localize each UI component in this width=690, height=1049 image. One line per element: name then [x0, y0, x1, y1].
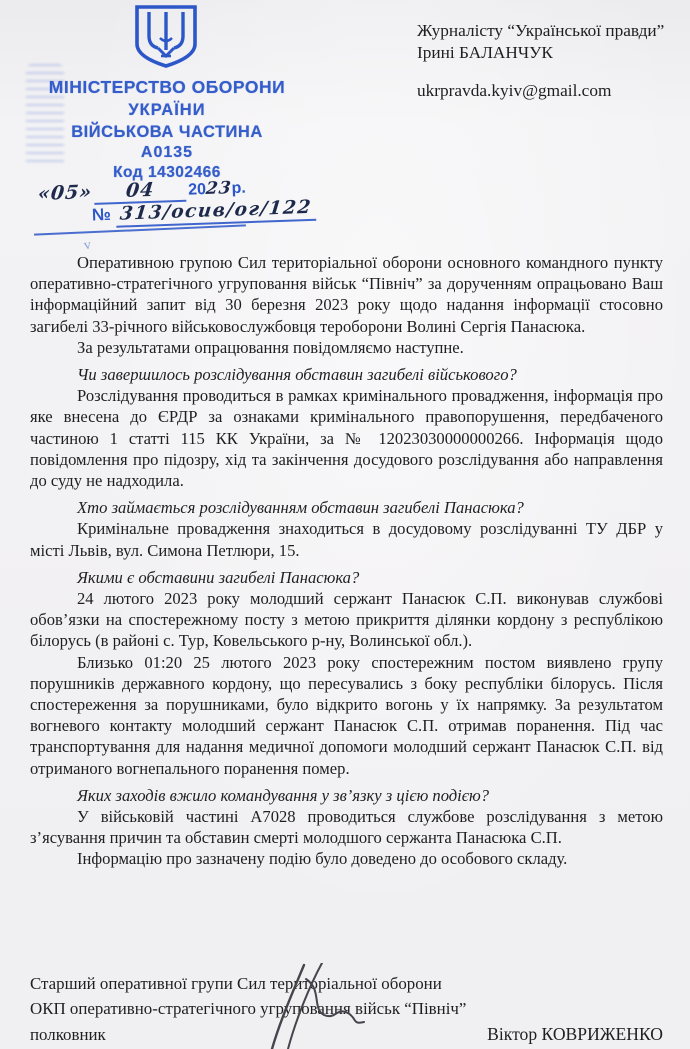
stamp-org-line1: МІНІСТЕРСТВО ОБОРОНИ	[48, 77, 286, 97]
recipient-block	[417, 20, 673, 102]
handwritten-year: 23	[204, 178, 233, 200]
body-paragraph: У військовій частині А7028 проводиться службове розслідування з метою з’ясування причин та обставин смерті молодшого сержанта Панасюка С.П.	[30, 807, 663, 848]
signatory-rank: полковник	[30, 1025, 106, 1044]
recipient-line2: Ірині БАЛАНЧУК	[417, 42, 553, 62]
number-sign: №	[91, 204, 112, 225]
ukraine-trident-icon	[130, 4, 202, 70]
document-body	[30, 252, 663, 870]
body-paragraph: Оперативною групою Сил територіальної оборони основного командного пункту оперативно-стратегічного угруповання військ “Північ” за дорученням опрацьовано Ваш інформаційний запит від 30 березня 2023 року щодо надання інформації стосовно загибелі 33-річного військовослужбовця тероборони Волині Сергія Панасюка.	[30, 253, 663, 336]
body-paragraph: Інформацію про зазначену подію було доведено до особового складу.	[77, 849, 568, 869]
ministry-stamp	[36, 76, 298, 182]
question-paragraph: Чи завершилось розслідування обставин загибелі військового?	[77, 365, 517, 385]
stamp-unit-number: А0135	[140, 144, 194, 161]
question-paragraph: Хто займається розслідуванням обставин загибелі Панасюка?	[77, 498, 524, 518]
handwritten-number: 313/осив/ог/122	[118, 196, 313, 225]
stray-pen-mark: v	[82, 237, 93, 254]
recipient-line1: Журналісту “Української правди”	[417, 21, 665, 40]
stamp-code: Код 14302466	[113, 164, 221, 181]
signatory-title-line1: Старший оперативної групи Сил територіальної оборони	[30, 974, 442, 993]
question-paragraph: Якими є обставини загибелі Панасюка?	[77, 567, 360, 587]
body-paragraph: 24 лютого 2023 року молодший сержант Панасюк С.П. виконував службові обов’язки на спостережному посту з метою прикриття ділянки кордону з республікою білорусь (в районі с. Тур, Ковельського р-ну, Волинської обл.).	[30, 589, 663, 651]
body-paragraph: Розслідування проводиться в рамках кримінального провадження, інформація про яке внесена до ЄРДР за ознаками кримінального правопорушення, передбаченого частиною 1 статті 115 КК України, за № 12023030000000266. Інформація щодо повідомлення про підозру, хід та закінчення досудового розслідування або направлення до суду не надходила.	[30, 386, 663, 491]
signatory-name: Віктор КОВРИЖЕНКО	[487, 1024, 663, 1044]
stamp-org-line2: УКРАЇНИ	[128, 101, 206, 119]
recipient-email: ukrpravda.kyiv@gmail.com	[417, 81, 612, 100]
body-paragraph: Близько 01:20 25 лютого 2023 року спостережним постом виявлено групу порушників державного кордону, що пересувались з боку республіки білорусь. Після спостереження за порушниками, було відкрито вогонь у їх напрямку. За результатом вогневого контакту молодший сержант Панасюк С.П. отримав поранення. Під час транспортування для надання медичної допомоги молодший сержант Панасюк С.П. від отриманого вогнепального поранення помер.	[30, 652, 663, 778]
signature-block	[30, 972, 663, 1048]
stamp-org-line3: ВІЙСЬКОВА ЧАСТИНА	[71, 123, 263, 141]
question-paragraph: Яких заходів вжило командування у зв’язку з цією подією?	[77, 785, 490, 805]
printed-year-prefix: 20	[187, 181, 207, 199]
printed-year-suffix: р.	[231, 179, 247, 198]
body-paragraph: Кримінальне провадження знаходиться в досудовому розслідуванні ТУ ДБР у місті Львів, вул. Симона Петлюри, 15.	[30, 519, 663, 560]
signatory-title-line2: ОКП оперативно-стратегічного угруповання військ “Північ”	[30, 998, 467, 1018]
body-paragraph: За результатами опрацювання повідомляємо наступне.	[77, 337, 464, 357]
handwritten-day: «05»	[36, 180, 94, 205]
handwritten-month: 04	[124, 178, 156, 202]
